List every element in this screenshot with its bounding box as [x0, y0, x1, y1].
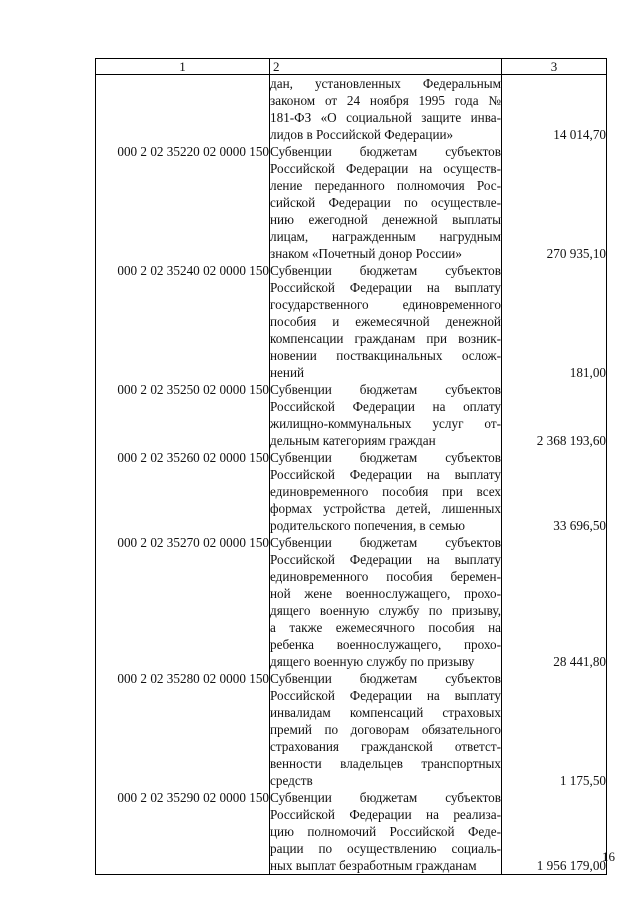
description-line: Российской Федерации на реализа-: [270, 807, 501, 822]
description-cell: [270, 449, 502, 534]
description-line: дящего военную службу по призыву,: [270, 603, 501, 618]
description-line: инвалидам компенсаций страховых: [270, 705, 501, 720]
description-line: Российской Федерации на выплату: [270, 688, 501, 703]
description-cell: [270, 789, 502, 875]
description-line: премий по договорам обязательного: [270, 722, 501, 737]
description-line: 181-ФЗ «О социальной защите инва-: [270, 110, 501, 125]
budget-code: 000 2 02 35260 02 0000 150: [117, 450, 269, 465]
description-line: Субвенции бюджетам субъектов: [270, 144, 501, 159]
description-line: лидов в Российской Федерации»: [270, 127, 454, 142]
table-body: [96, 75, 607, 875]
description-line: ление переданного полномочия Рос-: [270, 178, 501, 193]
amount-value: 181,00: [569, 365, 606, 380]
budget-code-cell: [96, 381, 270, 449]
description-line: ребенка военнослужащего, прохо-: [270, 637, 501, 652]
description-cell: [270, 534, 502, 670]
description-line: Российской Федерации на выплату: [270, 552, 501, 567]
description-line: Российской Федерации на оплату: [270, 399, 501, 414]
description-line: дельным категориям граждан: [270, 433, 436, 448]
description-line: дан, установленных Федеральным: [270, 76, 501, 91]
budget-code: [96, 75, 269, 92]
amount-cell: [502, 143, 607, 262]
amount-cell: [502, 449, 607, 534]
budget-code-cell: [96, 449, 270, 534]
table-row: [96, 381, 607, 449]
description-line: жилищно-коммунальных услуг от-: [270, 416, 501, 431]
description-line: знаком «Почетный донор России»: [270, 246, 462, 261]
description-line: родительского попечения, в семью: [270, 518, 466, 533]
amount-cell: [502, 75, 607, 144]
column-header-amount: 3: [502, 59, 607, 75]
amount-cell: [502, 670, 607, 789]
description-line: новении поствакцинальных ослож-: [270, 348, 501, 363]
description-line: нений: [270, 365, 305, 380]
description-line: ной жене военнослужащего, прохо-: [270, 586, 501, 601]
description-line: Российской Федерации на осуществ-: [270, 161, 501, 176]
description-line: государственного единовременного: [270, 297, 501, 312]
description-line: венности владельцев транспортных: [270, 756, 501, 771]
budget-code: 000 2 02 35280 02 0000 150: [117, 671, 269, 686]
amount-value: 33 696,50: [553, 518, 606, 533]
description-line: страхования гражданской ответст-: [270, 739, 501, 754]
description-cell: [270, 143, 502, 262]
description-line: Субвенции бюджетам субъектов: [270, 382, 501, 397]
description-cell: [270, 262, 502, 381]
description-line: компенсации гражданам при возник-: [270, 331, 501, 346]
table-row: [96, 789, 607, 875]
description-line: единовременного пособия беремен-: [270, 569, 501, 584]
description-line: Субвенции бюджетам субъектов: [270, 263, 501, 278]
budget-code-cell: [96, 75, 270, 144]
budget-code-cell: [96, 262, 270, 381]
table-row: [96, 534, 607, 670]
amount-cell: [502, 534, 607, 670]
description-line: сийской Федерации по осуществле-: [270, 195, 501, 210]
description-line: Субвенции бюджетам субъектов: [270, 790, 501, 805]
description-line: дящего военную службу по призыву: [270, 654, 475, 669]
description-line: законом от 24 ноября 1995 года №: [270, 93, 501, 108]
description-line: Субвенции бюджетам субъектов: [270, 450, 501, 465]
description-line: единовременного пособия при всех: [270, 484, 501, 499]
amount-value: 1 175,50: [559, 773, 606, 788]
table-header-row: [96, 59, 607, 75]
budget-table: [95, 58, 607, 875]
description-line: Субвенции бюджетам субъектов: [270, 535, 501, 550]
table-row: [96, 143, 607, 262]
page-number: 16: [602, 849, 615, 864]
description-line: рации по осуществлению социаль-: [270, 841, 501, 856]
description-cell: [270, 670, 502, 789]
description-line: средств: [270, 773, 313, 788]
amount-value: 1 956 179,00: [536, 858, 606, 873]
amount-cell: [502, 262, 607, 381]
budget-code: 000 2 02 35250 02 0000 150: [117, 382, 269, 397]
budget-code-cell: [96, 143, 270, 262]
description-line: Российской Федерации на выплату: [270, 280, 501, 295]
description-line: Российской Федерации на выплату: [270, 467, 501, 482]
budget-code: 000 2 02 35270 02 0000 150: [117, 535, 269, 550]
budget-code: 000 2 02 35290 02 0000 150: [117, 790, 269, 805]
description-line: цию полномочий Российской Феде-: [270, 824, 501, 839]
amount-value: 270 935,10: [546, 246, 606, 261]
budget-code: 000 2 02 35220 02 0000 150: [117, 144, 269, 159]
description-line: а также ежемесячного пособия на: [270, 620, 501, 635]
description-line: пособия и ежемесячной денежной: [270, 314, 501, 329]
budget-code-cell: [96, 534, 270, 670]
description-line: нию ежегодной денежной выплаты: [270, 212, 501, 227]
description-cell: [270, 381, 502, 449]
description-line: формах устройства детей, лишенных: [270, 501, 501, 516]
table-row: [96, 449, 607, 534]
table-row: [96, 75, 607, 144]
amount-value: 2 368 193,60: [536, 433, 606, 448]
amount-value: 14 014,70: [553, 127, 606, 142]
column-header-description: 2: [270, 59, 502, 75]
amount-cell: [502, 381, 607, 449]
table-row: [96, 670, 607, 789]
description-line: ных выплат безработным гражданам: [270, 858, 477, 873]
description-line: лицам, награжденным нагрудным: [270, 229, 501, 244]
description-cell: [270, 75, 502, 144]
budget-code-cell: [96, 789, 270, 875]
description-line: Субвенции бюджетам субъектов: [270, 671, 501, 686]
amount-value: 28 441,80: [553, 654, 606, 669]
budget-code: 000 2 02 35240 02 0000 150: [117, 263, 269, 278]
budget-code-cell: [96, 670, 270, 789]
column-header-code: 1: [96, 59, 270, 75]
table-row: [96, 262, 607, 381]
